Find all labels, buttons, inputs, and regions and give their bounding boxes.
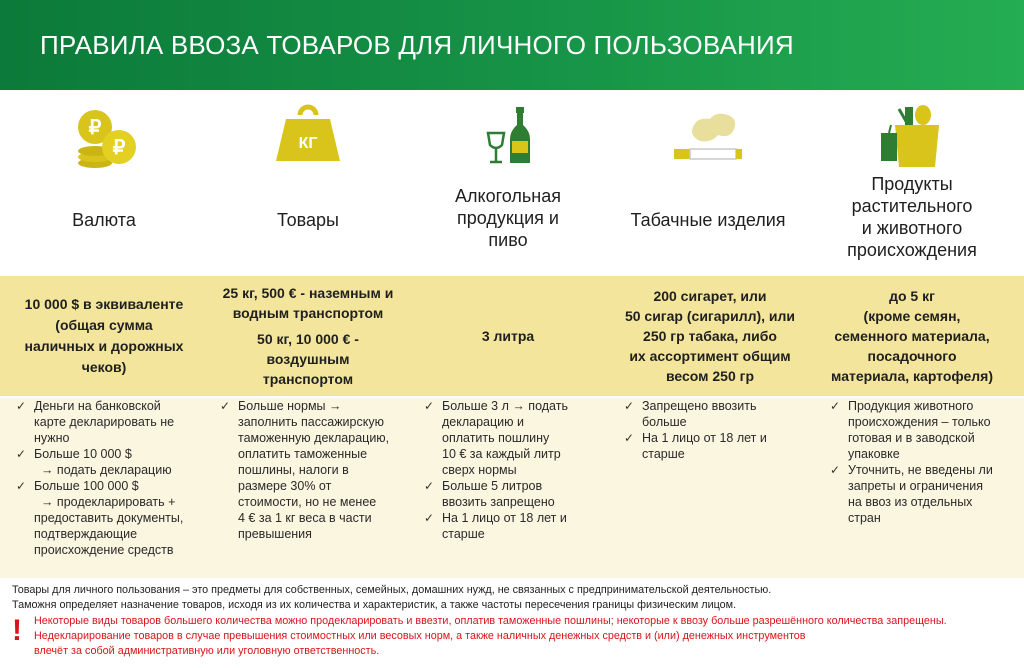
warning-line: Некоторые виды товаров большего количества можно продекларировать и ввезти, оплатив таможенные пошлины; некоторые к ввозу больше разрешённого количества запрещены. [34, 615, 947, 627]
check-icon: ✓ [830, 399, 841, 413]
category-label: Продукты растительного и животного происхождения [847, 174, 977, 260]
warning-line: Недекларирование товаров в случае превышения стоимостных или весовых норм, а также наличных денежных средств и (или) денежных инструментов [34, 630, 806, 642]
rules-goods [216, 398, 406, 578]
header-banner [0, 0, 1024, 90]
check-icon: ✓ [16, 447, 27, 461]
weight-icon [208, 103, 408, 170]
list-item: ✓ Больше 5 литров ввозить запрещено [424, 479, 555, 509]
exclamation-icon: ! [12, 614, 22, 647]
warning-line: влечёт за собой административную или уголовную ответственность. [34, 645, 380, 657]
list-item: ✓ Деньги на банковской карте декларировать не нужно [16, 399, 175, 445]
category-tobacco [608, 95, 808, 273]
check-icon: ✓ [624, 399, 635, 413]
check-icon: ✓ [16, 479, 27, 493]
category-label: Валюта [72, 210, 136, 230]
category-label: Товары [277, 210, 339, 230]
limit-produce: до 5 кг (кроме семян, семенного материала, посадочного материала, картофеля) [831, 288, 993, 384]
list-item: ✓ Продукция животного происхождения – только готовая и в заводской упаковке [830, 399, 991, 461]
category-currency [4, 95, 204, 273]
check-icon: ✓ [220, 399, 231, 413]
alcohol-icon [408, 105, 608, 172]
svg-text:₽: ₽ [88, 117, 102, 139]
rules-tobacco [620, 398, 810, 578]
weight-icon-text: КГ [298, 135, 318, 152]
page-title: ПРАВИЛА ВВОЗА ТОВАРОВ ДЛЯ ЛИЧНОГО ПОЛЬЗОВАНИЯ [40, 30, 794, 60]
check-icon: ✓ [424, 399, 435, 413]
list-item: ✓ На 1 лицо от 18 лет и старше [424, 511, 567, 541]
check-icon: ✓ [424, 479, 435, 493]
check-icon: ✓ [424, 511, 435, 525]
cigarette-icon [608, 109, 808, 170]
rules-produce [826, 398, 1018, 578]
list-item: ✓ Больше нормы → заполнить пассажирскую таможенную декларацию, оплатить таможенные пошлины, налоги в размере 30% от стоимости, но не менее 4 € за 1 кг веса в части превышения [220, 399, 390, 541]
check-icon: ✓ [624, 431, 635, 445]
limits-band [0, 276, 1024, 396]
category-label: Алкогольная продукция и пиво [455, 186, 561, 250]
list-item: ✓ Запрещено ввозить больше [624, 399, 757, 429]
footnote-purpose: Таможня определяет назначение товаров, исходя из их количества и характеристик, а также частоты пересечения границы физическим лицом. [12, 599, 737, 611]
limit-tobacco: 200 сигарет, или 50 сигар (сигарилл), или 250 гр табака, либо их ассортимент общим весом 250 гр [624, 288, 796, 384]
list-item: ✓ Уточнить, не введены ли запреты и ограничения на ввоз из отдельных стран [830, 463, 993, 525]
category-produce [812, 95, 1012, 273]
list-item: ✓ На 1 лицо от 18 лет и старше [624, 431, 767, 461]
coins-icon [4, 103, 204, 178]
limit-currency: 10 000 $ в эквиваленте (общая сумма наличных и дорожных чеков) [24, 296, 184, 375]
list-item: ✓ Больше 10 000 $ → подать декларацию [16, 447, 172, 477]
category-alcohol [408, 95, 608, 273]
check-icon: ✓ [16, 399, 27, 413]
footer-notes [12, 583, 1012, 613]
list-item: ✓ Больше 3 л → подать декларацию и оплатить пошлину 10 € за каждый литр сверх нормы [424, 399, 568, 477]
footnote-definition: Товары для личного пользования – это предметы для собственных, семейных, домашних нужд, не связанных с предпринимательской деятельностью. [12, 584, 772, 596]
check-icon: ✓ [830, 463, 841, 477]
list-item: ✓ Больше 100 000 $ → продекларировать + предоставить документы, подтверждающие происхождение средств [16, 479, 184, 557]
category-label: Табачные изделия [630, 210, 786, 230]
category-goods [208, 95, 408, 273]
rules-currency [12, 398, 202, 578]
grocery-bag-icon [812, 103, 1012, 174]
limit-alcohol: 3 литра [481, 328, 535, 344]
limit-goods: 25 кг, 500 € - наземным и водным транспортом 50 кг, 10 000 € - воздушным транспортом [222, 285, 394, 387]
rules-alcohol [420, 398, 610, 578]
svg-text:₽: ₽ [112, 137, 126, 159]
